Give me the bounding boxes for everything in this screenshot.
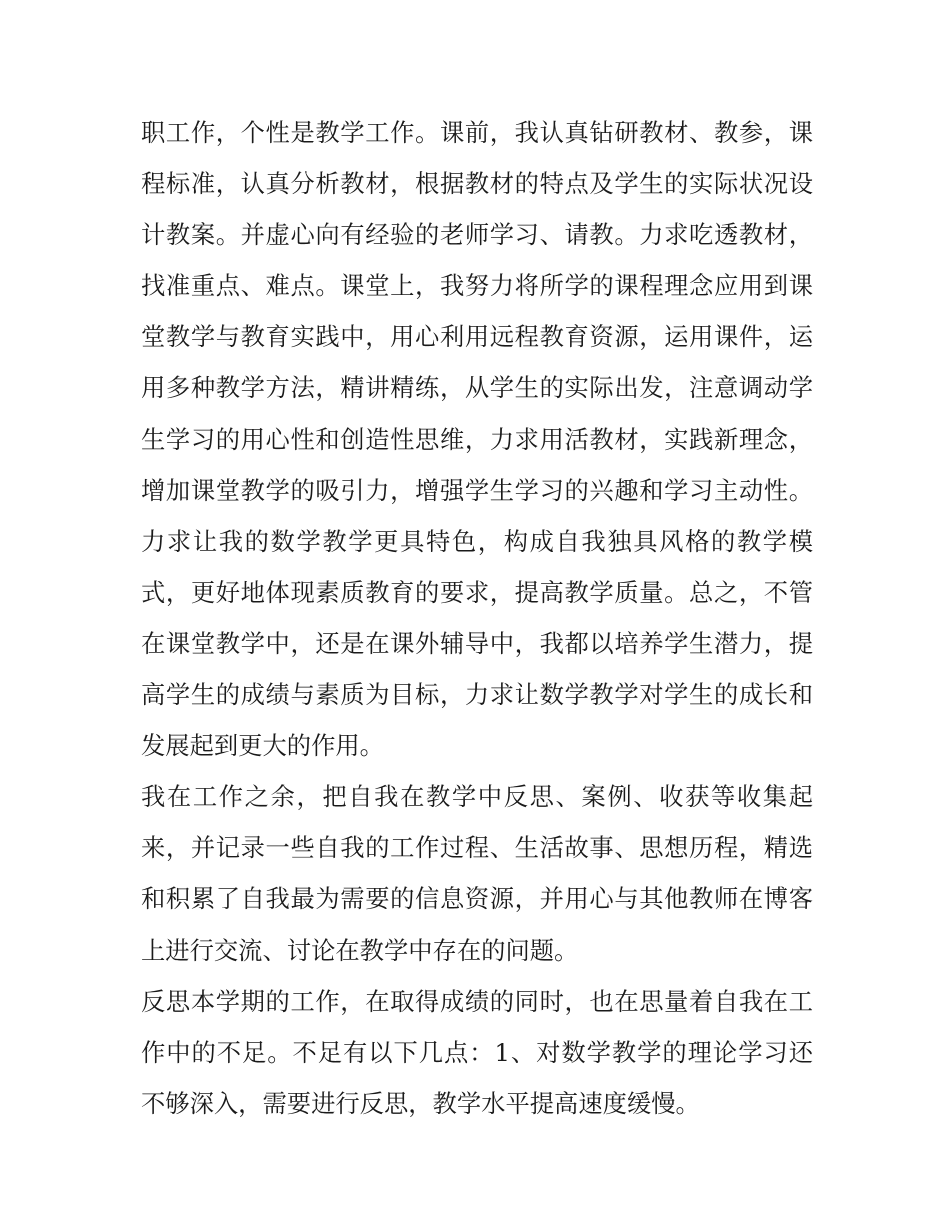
text-line: 在课堂教学中，还是在课外辅导中，我都以培养学生潜力，提 [141,628,813,658]
text-line: 我在工作之余，把自我在教学中反思、案例、收获等收集起 [141,782,813,812]
paragraph-1 [141,107,813,771]
text-line: 不够深入，需要进行反思，教学水平提高速度缓慢。 [141,1088,700,1118]
text-line: 生学习的用心性和创造性思维，力求用活教材，实践新理念， [141,424,813,454]
paragraph-2 [141,771,813,975]
text-line: 增加课堂教学的吸引力，增强学生学习的兴趣和学习主动性。 [141,475,813,505]
text-line: 高学生的成绩与素质为目标，力求让数学教学对学生的成长和 [141,680,813,710]
text-line: 用多种教学方法，精讲精练，从学生的实际出发，注意调动学 [141,373,813,403]
text-line: 上进行交流、讨论在教学中存在的问题。 [141,935,579,965]
text-line: 反思本学期的工作，在取得成绩的同时，也在思量着自我在工 [141,986,813,1016]
paragraph-3 [141,976,813,1129]
document-body [141,107,813,1129]
text-line: 式，更好地体现素质教育的要求，提高教学质量。总之，不管 [141,577,813,607]
text-line: 程标准，认真分析教材，根据教材的特点及学生的实际状况设 [141,169,813,199]
text-line: 职工作，个性是教学工作。课前，我认真钻研教材、教参，课 [141,118,813,147]
text-line: 和积累了自我最为需要的信息资源，并用心与其他教师在博客 [141,884,813,914]
text-line: 来，并记录一些自我的工作过程、生活故事、思想历程，精选 [141,833,813,863]
text-line: 作中的不足。不足有以下几点：1、对数学教学的理论学习还 [141,1037,813,1067]
text-line: 计教案。并虚心向有经验的老师学习、请教。力求吃透教材， [141,220,813,250]
text-line: 力求让我的数学教学更具特色，构成自我独具风格的教学模 [141,526,813,556]
text-line: 发展起到更大的作用。 [141,731,384,761]
text-line: 找准重点、难点。课堂上，我努力将所学的课程理念应用到课 [141,271,813,301]
text-line: 堂教学与教育实践中，用心利用远程教育资源，运用课件，运 [141,322,813,352]
